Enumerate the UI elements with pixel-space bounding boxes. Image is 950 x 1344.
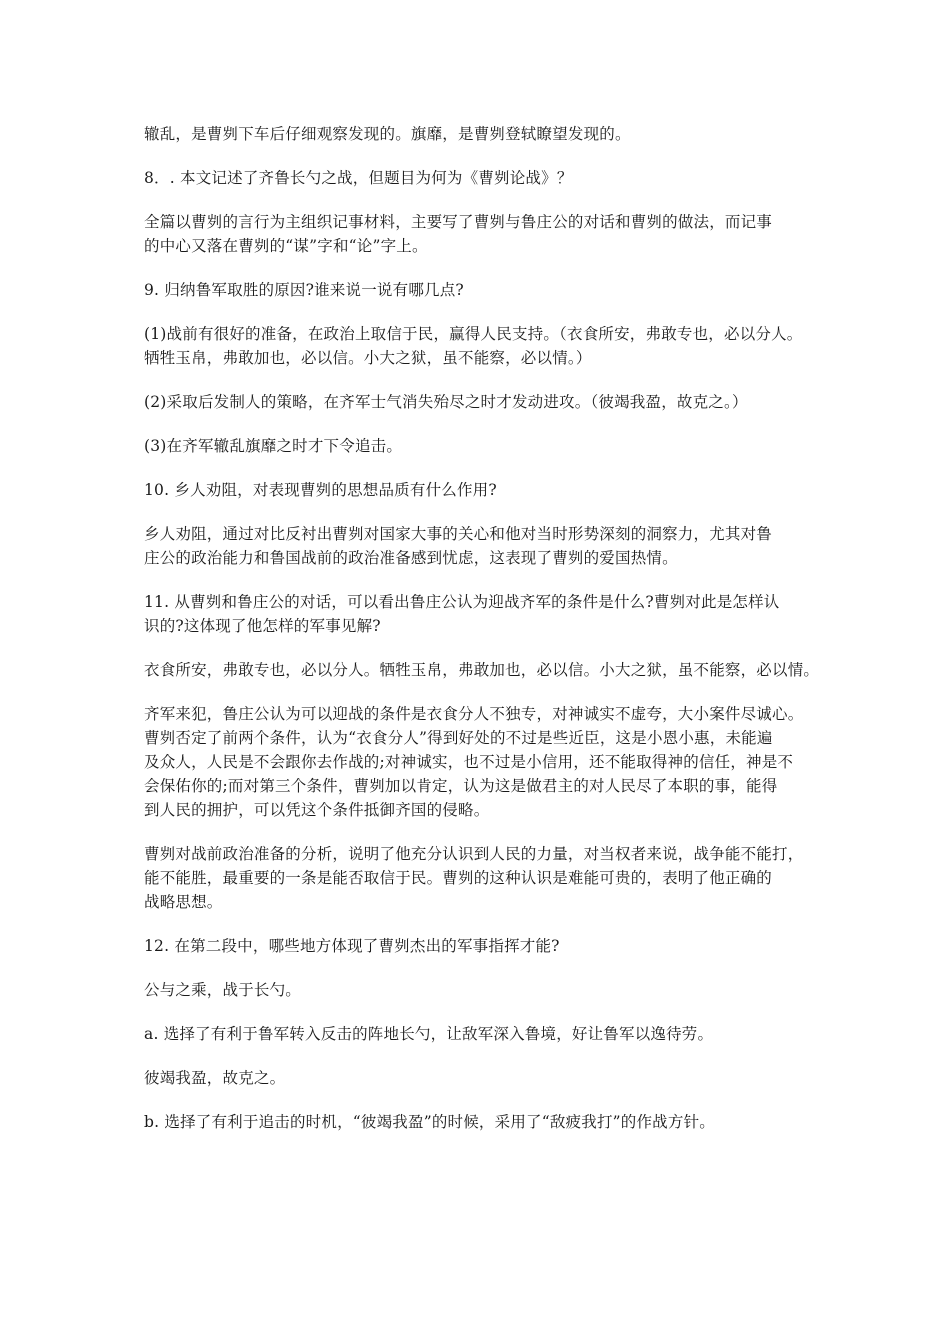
paragraph	[144, 478, 812, 502]
paragraph	[144, 1110, 812, 1134]
paragraph	[144, 1022, 812, 1046]
text-line: 曹刿对战前政治准备的分析，说明了他充分认识到人民的力量，对当权者来说，战争能不能打，	[144, 845, 804, 863]
text-line: 的中心又落在曹刿的“谋”字和“论”字上。	[144, 237, 428, 255]
text-line: 战略思想。	[144, 893, 223, 911]
text-line: 到人民的拥护，可以凭这个条件抵御齐国的侵略。	[144, 801, 490, 819]
text-line: b. 选择了有利于追击的时机，“彼竭我盈”的时候，采用了“敌疲我打”的作战方针。	[144, 1113, 715, 1131]
text-line: 庄公的政治能力和鲁国战前的政治准备感到忧虑，这表现了曹刿的爱国热情。	[144, 549, 678, 567]
text-line: 11. 从曹刿和鲁庄公的对话，可以看出鲁庄公认为迎战齐军的条件是什么?曹刿对此是怎样认	[144, 593, 780, 611]
text-line: 8．. 本文记述了齐鲁长勺之战，但题目为何为《曹刿论战》？	[144, 169, 573, 187]
text-line: (3)在齐军辙乱旗靡之时才下令追击。	[144, 437, 403, 455]
paragraph	[144, 978, 812, 1002]
paragraph	[144, 702, 812, 822]
text-line: 齐军来犯，鲁庄公认为可以迎战的条件是衣食分人不独专，对神诚实不虚夸，大小案件尽诚心。	[144, 705, 804, 723]
text-line: 辙乱，是曹刿下车后仔细观察发现的。旗靡，是曹刿登轼瞭望发现的。	[144, 125, 631, 143]
paragraph	[144, 522, 812, 570]
text-line: 9. 归纳鲁军取胜的原因?谁来说一说有哪几点?	[144, 281, 464, 299]
text-line: 12. 在第二段中，哪些地方体现了曹刿杰出的军事指挥才能?	[144, 937, 560, 955]
text-line: a. 选择了有利于鲁军转入反击的阵地长勺，让敌军深入鲁境，好让鲁军以逸待劳。	[144, 1025, 714, 1043]
paragraph	[144, 210, 812, 258]
paragraph	[144, 842, 812, 914]
paragraph	[144, 166, 812, 190]
paragraph	[144, 934, 812, 958]
paragraph	[144, 322, 812, 370]
document-body	[144, 122, 820, 1154]
text-line: 识的?这体现了他怎样的军事见解?	[144, 617, 381, 635]
text-line: 彼竭我盈，故克之。	[144, 1069, 286, 1087]
paragraph	[144, 390, 812, 414]
paragraph	[144, 278, 812, 302]
paragraph	[144, 1066, 812, 1090]
paragraph	[144, 122, 812, 146]
text-line: 乡人劝阻，通过对比反衬出曹刿对国家大事的关心和他对当时形势深刻的洞察力，尤其对鲁	[144, 525, 773, 543]
text-line: 牺牲玉帛，弗敢加也，必以信。小大之狱，虽不能察，必以情。）	[144, 349, 592, 367]
paragraph	[144, 590, 812, 638]
text-line: 10. 乡人劝阻，对表现曹刿的思想品质有什么作用?	[144, 481, 497, 499]
text-line: 衣食所安，弗敢专也，必以分人。牺牲玉帛，弗敢加也，必以信。小大之狱，虽不能察，必以情。	[144, 661, 820, 679]
text-line: 及众人，人民是不会跟你去作战的;对神诚实，也不过是小信用，还不能取得神的信任，神是不	[144, 753, 794, 771]
paragraph	[144, 434, 812, 458]
text-line: 能不能胜，最重要的一条是能否取信于民。曹刿的这种认识是难能可贵的，表明了他正确的	[144, 869, 773, 887]
text-line: 全篇以曹刿的言行为主组织记事材料，主要写了曹刿与鲁庄公的对话和曹刿的做法，而记事	[144, 213, 773, 231]
paragraph	[144, 658, 820, 682]
text-line: (1)战前有很好的准备，在政治上取信于民，赢得人民支持。（衣食所安，弗敢专也，必以分人。	[144, 325, 803, 343]
text-line: 会保佑你的;而对第三个条件，曹刿加以肯定，认为这是做君主的对人民尽了本职的事，能得	[144, 777, 778, 795]
text-line: 曹刿否定了前两个条件，认为“衣食分人”得到好处的不过是些近臣，这是小恩小惠，未能遍	[144, 729, 773, 747]
text-line: 公与之乘，战于长勺。	[144, 981, 302, 999]
text-line: (2)采取后发制人的策略，在齐军士气消失殆尽之时才发动进攻。（彼竭我盈，故克之。）	[144, 393, 748, 411]
